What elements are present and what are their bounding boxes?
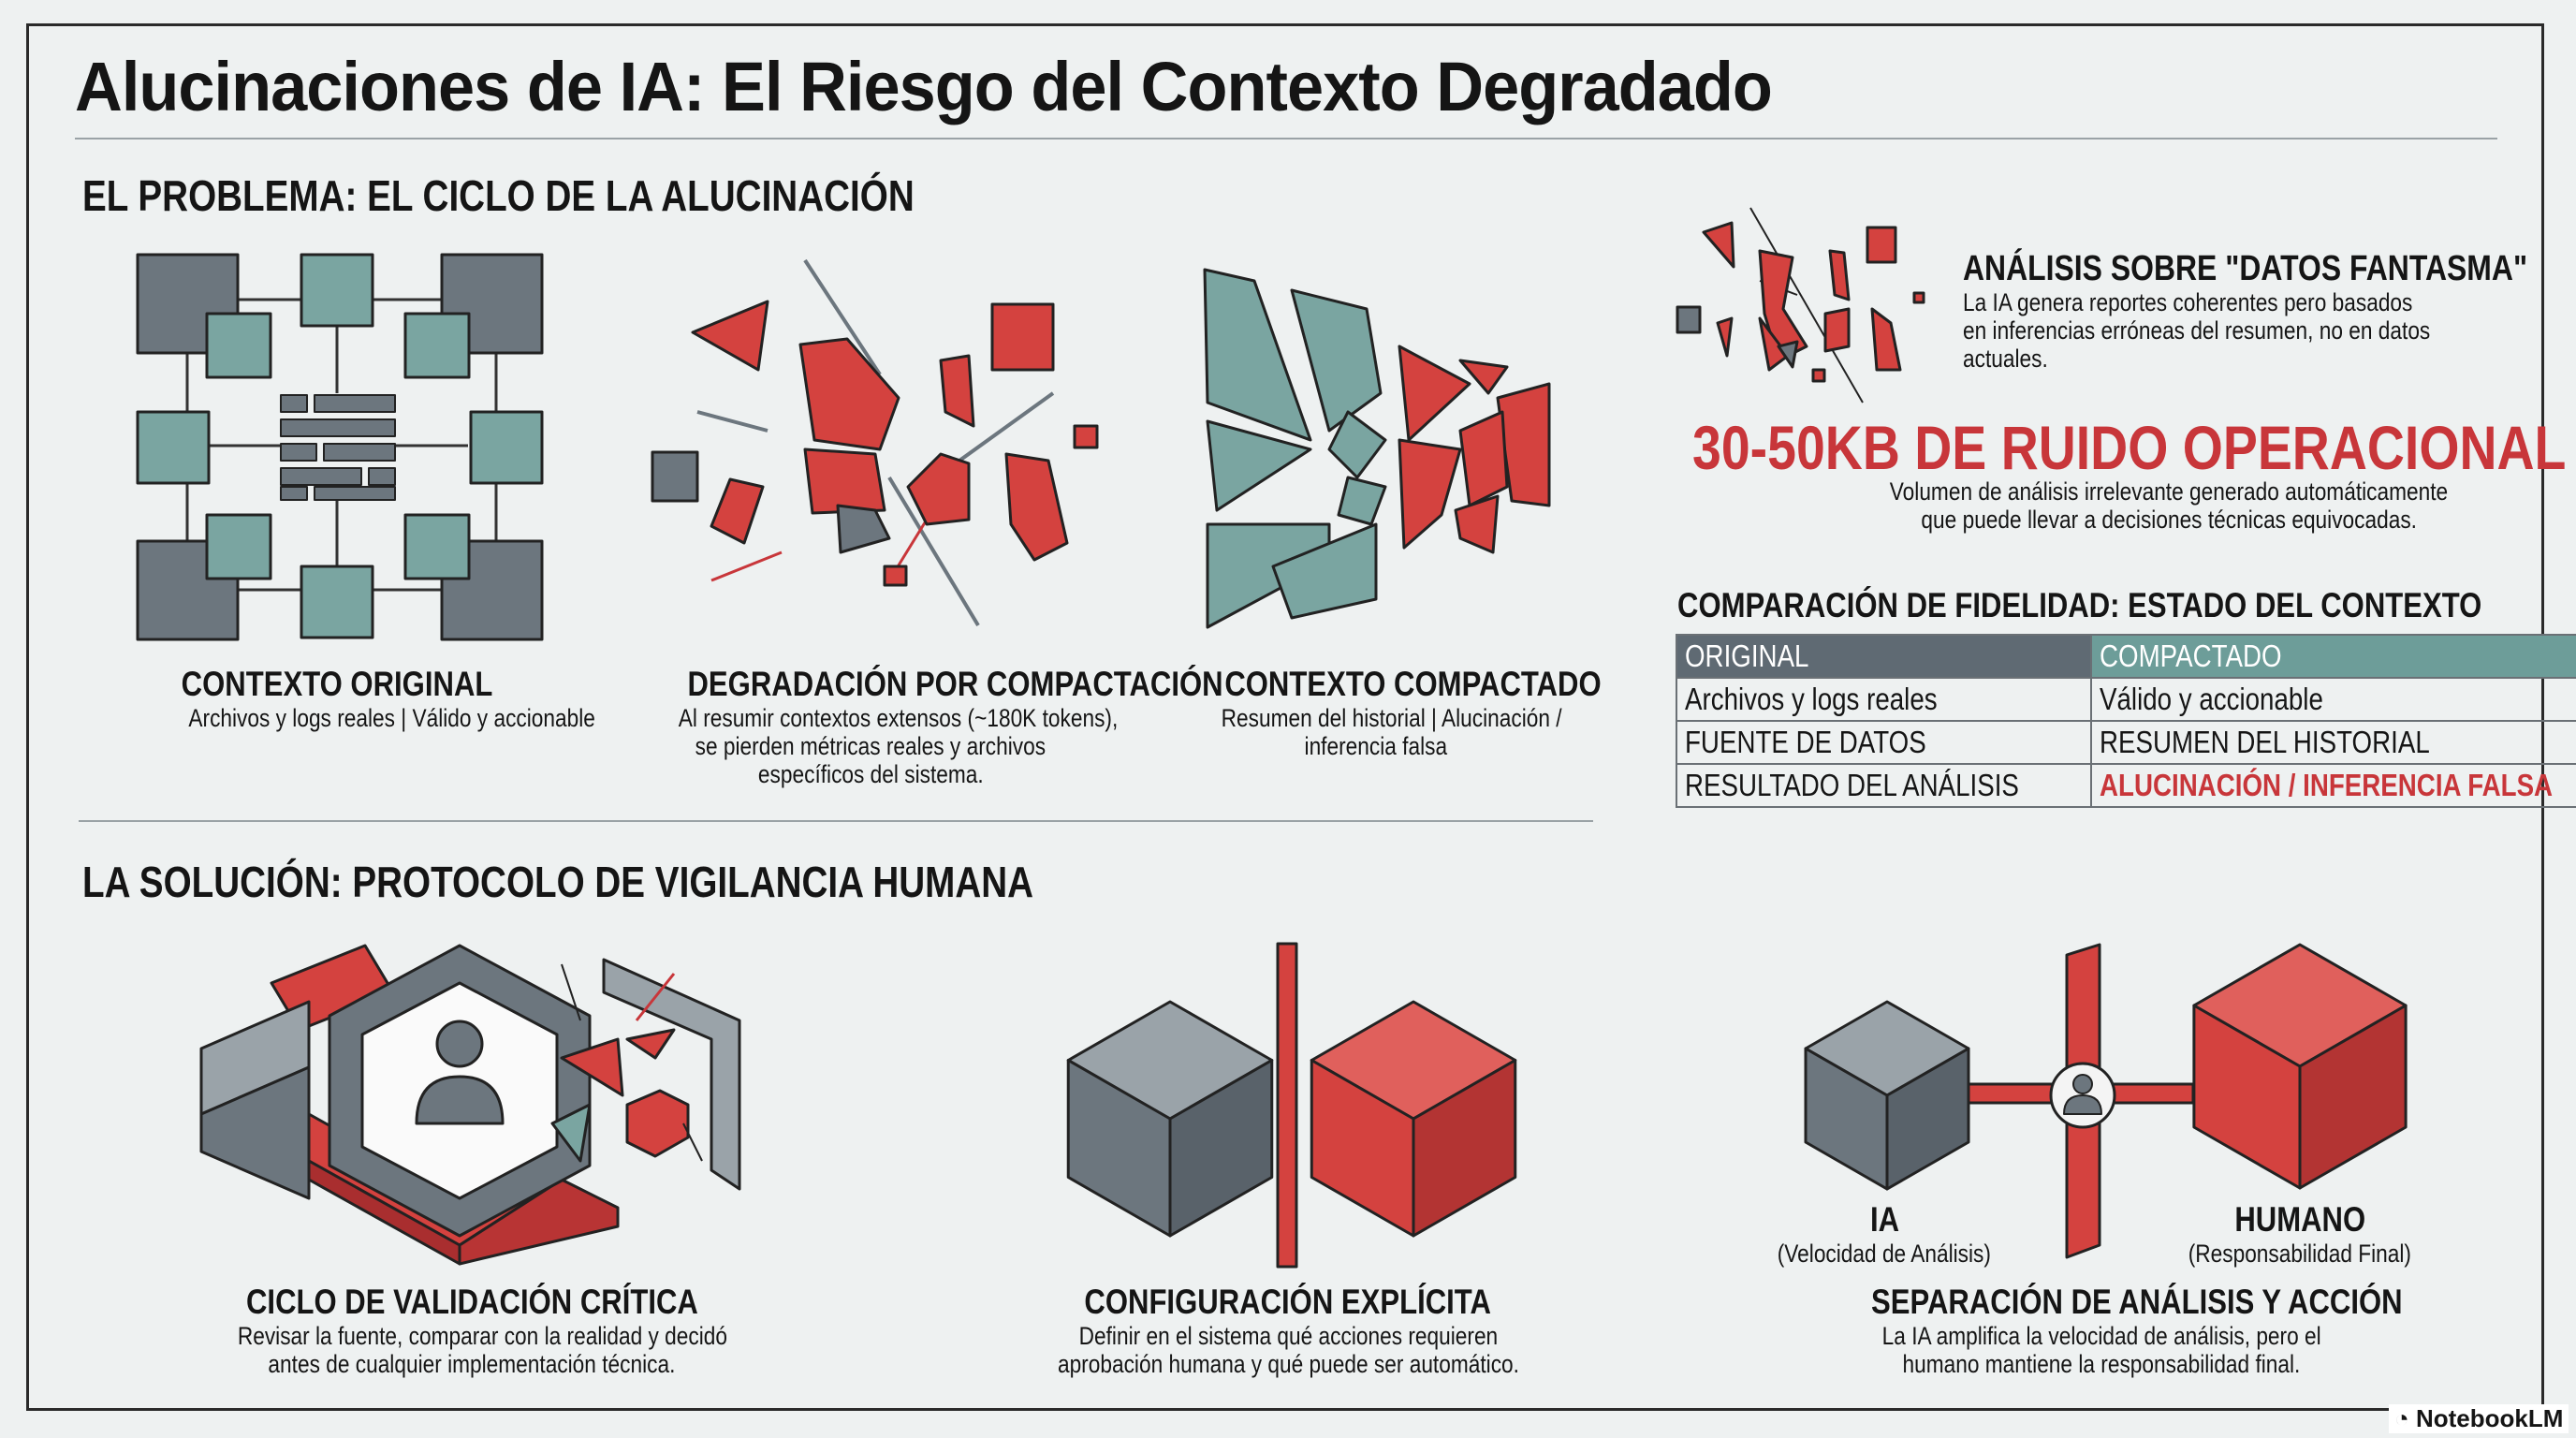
separation-bar bbox=[1278, 944, 1296, 1267]
stage-desc: se pierden métricas reales y archivos bbox=[695, 732, 1046, 760]
table-row bbox=[1676, 764, 2576, 807]
original-context-illustration bbox=[138, 255, 542, 639]
phantom-desc: actuales. bbox=[1963, 345, 2048, 373]
stage-title: CONTEXTO COMPACTADO bbox=[1224, 665, 1602, 703]
ia-label-block bbox=[1744, 1200, 2025, 1268]
comparison-table bbox=[1676, 634, 2576, 808]
table-row bbox=[1676, 678, 2576, 721]
human-label: HUMANO bbox=[2234, 1200, 2365, 1239]
human-approval-cube bbox=[1311, 1002, 1515, 1236]
noise-desc: Volumen de análisis irrelevante generado automáticamente que puede llevar a decisiones técnicas equivocadas. bbox=[1889, 477, 2449, 534]
table-cell: FUENTE DE DATOS bbox=[1676, 721, 2091, 764]
noise-title: 30-50KB DE RUIDO OPERACIONAL bbox=[1692, 413, 2567, 482]
solution-desc: La IA amplifica la velocidad de análisis, pero el bbox=[1881, 1322, 2321, 1350]
stage-desc: específicos del sistema. bbox=[757, 760, 984, 788]
solution-validation bbox=[191, 1283, 753, 1378]
table-cell: RESULTADO DEL ANÁLISIS bbox=[1676, 764, 2091, 807]
page-title: Alucinaciones de IA: El Riesgo del Contexto Degradado bbox=[75, 48, 1772, 125]
table-cell: RESUMEN DEL HISTORIAL bbox=[2091, 721, 2576, 764]
solution-desc: humano mantiene la responsabilidad final. bbox=[1902, 1350, 2301, 1378]
phantom-desc: La IA genera reportes coherentes pero basados bbox=[1963, 288, 2413, 316]
solution-desc: Revisar la fuente, comparar con la realidad y decidó bbox=[237, 1322, 728, 1350]
stage-desc: Resumen del historial | Alucinación / bbox=[1221, 704, 1562, 732]
ia-cube bbox=[1806, 1002, 1969, 1189]
table-cell: Válido y accionable bbox=[2091, 678, 2576, 721]
comparison-title: COMPARACIÓN DE FIDELIDAD: ESTADO DEL CONTEXTO bbox=[1677, 586, 2482, 624]
header-compacted: COMPACTADO bbox=[2091, 635, 2576, 678]
solution-title: CICLO DE VALIDACIÓN CRÍTICA bbox=[245, 1283, 698, 1321]
solution-title: CONFIGURACIÓN EXPLÍCITA bbox=[1084, 1283, 1492, 1321]
stage-title: DEGRADACIÓN POR COMPACTACIÓN bbox=[687, 665, 1223, 703]
human-sublabel: (Responsabilidad Final) bbox=[2188, 1240, 2412, 1268]
phantom-data-block bbox=[1963, 249, 2576, 373]
table-cell-hallucination: ALUCINACIÓN / INFERENCIA FALSA bbox=[2091, 764, 2576, 807]
stage-title: CONTEXTO ORIGINAL bbox=[181, 665, 493, 703]
human-label-block bbox=[2159, 1200, 2440, 1268]
human-icon bbox=[2051, 1064, 2115, 1127]
human-cube bbox=[2194, 945, 2406, 1188]
phantom-title: ANÁLISIS SOBRE "DATOS FANTASMA" bbox=[1963, 249, 2528, 288]
header-original: ORIGINAL bbox=[1676, 635, 2091, 678]
solution-heading: LA SOLUCIÓN: PROTOCOLO DE VIGILANCIA HUMANA bbox=[82, 858, 1034, 906]
notebooklm-logo-icon: ◔ bbox=[2394, 1404, 2416, 1432]
phantom-data-fragments-icon bbox=[1677, 208, 1924, 403]
stage-desc: Archivos y logs reales | Válido y accionable bbox=[188, 704, 595, 732]
solution-config bbox=[1007, 1283, 1569, 1378]
stage-degradation bbox=[637, 665, 1223, 788]
stage-compacted bbox=[1189, 665, 1602, 760]
stage-desc: Al resumir contextos extensos (~180K tokens), bbox=[678, 704, 1119, 732]
stage-original bbox=[150, 665, 595, 732]
problem-heading: EL PROBLEMA: EL CICLO DE LA ALUCINACIÓN bbox=[82, 171, 915, 220]
validation-cycle-illustration bbox=[201, 946, 739, 1264]
phantom-desc: en inferencias erróneas del resumen, no en datos bbox=[1963, 316, 2431, 345]
ia-sublabel: (Velocidad de Análisis) bbox=[1777, 1240, 1992, 1268]
solution-title: SEPARACIÓN DE ANÁLISIS Y ACCIÓN bbox=[1871, 1283, 2403, 1321]
notebooklm-watermark: ◔ NotebookLM bbox=[2389, 1404, 2569, 1433]
degradation-illustration bbox=[652, 260, 1097, 625]
solution-desc: Definir en el sistema qué acciones requieren bbox=[1078, 1322, 1498, 1350]
section-divider bbox=[79, 820, 1593, 822]
solution-desc: aprobación humana y qué puede ser automático. bbox=[1057, 1350, 1519, 1378]
compacted-context-illustration bbox=[1205, 270, 1549, 627]
ia-label: IA bbox=[1869, 1200, 1899, 1239]
table-header-row bbox=[1676, 635, 2576, 678]
table-cell: Archivos y logs reales bbox=[1676, 678, 2091, 721]
table-row bbox=[1676, 721, 2576, 764]
solution-desc: antes de cualquier implementación técnica. bbox=[268, 1350, 676, 1378]
solution-separation bbox=[1821, 1283, 2403, 1378]
analysis-action-separation-illustration bbox=[1806, 945, 2406, 1189]
stage-desc: inferencia falsa bbox=[1304, 732, 1448, 760]
automatic-cube bbox=[1068, 1002, 1272, 1236]
